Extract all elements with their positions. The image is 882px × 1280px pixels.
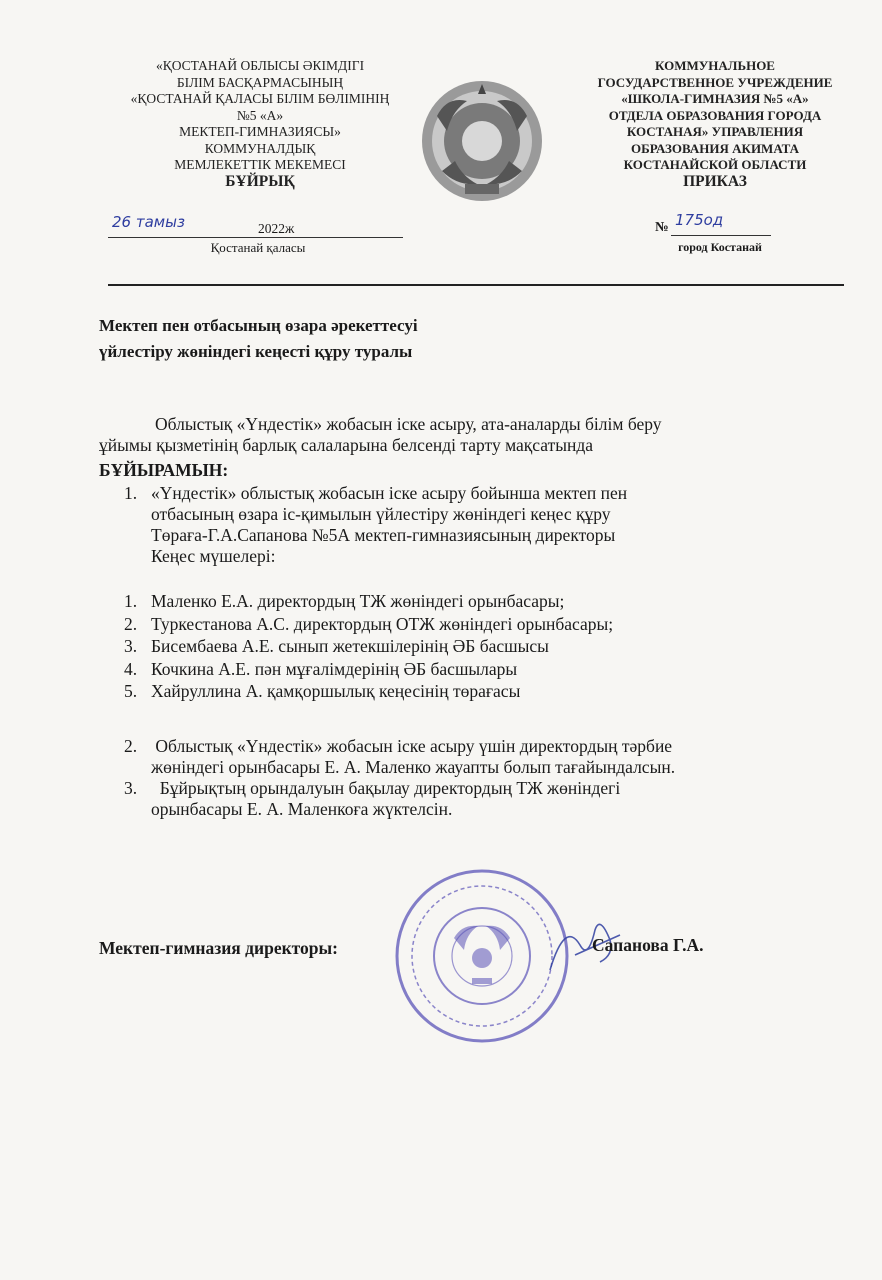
point-number: 1. xyxy=(124,483,138,503)
order-subject xyxy=(99,313,418,365)
list-item xyxy=(99,590,819,613)
point-line: отбасының өзара іс-қимылын үйлестіру жөніндегі кеңес құру xyxy=(151,504,611,524)
point-line: Төраға-Г.А.Сапанова №5А мектеп-гимназиясының директоры xyxy=(151,525,616,545)
intro-line: Облыстық «Үндестік» жобасын іске асыру, ата-аналарды білім беру xyxy=(155,414,662,434)
header-left-line: №5 «А» xyxy=(236,107,284,123)
header-right-line: ОТДЕЛА ОБРАЗОВАНИЯ ГОРОДА xyxy=(608,107,822,123)
decree-word: БҰЙЫРАМЫН: xyxy=(99,460,229,480)
list-item xyxy=(99,613,819,636)
list-number: 3. xyxy=(124,636,138,656)
order-title-kz: БҰЙРЫҚ xyxy=(225,172,295,190)
order-number-field xyxy=(655,211,775,237)
member-text: Хайруллина А. қамқоршылық кеңесінің төрағасы xyxy=(151,681,521,701)
city-kz: Қостанай қаласы xyxy=(210,240,306,255)
order-title-ru: ПРИКАЗ xyxy=(683,172,747,190)
point-2 xyxy=(99,736,819,778)
member-text: Кочкина А.Е. пән мұғалімдерінің ӘБ басшылары xyxy=(151,658,518,679)
list-number: 1. xyxy=(124,591,138,611)
header-right xyxy=(575,58,855,190)
signatory-name: Сапанова Г.А. xyxy=(592,935,704,955)
member-text: Туркестанова А.С. директордың ОТЖ жөніндегі орынбасары; xyxy=(151,613,614,634)
city-ru: город Костанай xyxy=(678,240,762,254)
order-number-handwritten: 175од xyxy=(675,211,724,229)
list-item xyxy=(99,635,819,658)
header-left-line: МЕКТЕП-ГИМНАЗИЯСЫ» xyxy=(179,124,341,139)
subject-line: Мектеп пен отбасының өзара әрекеттесуі xyxy=(99,316,418,335)
point-1 xyxy=(99,483,819,567)
intro-line: ұйымы қызметінің барлық салаларына белсенді тарту мақсатында xyxy=(99,435,594,455)
header-left xyxy=(100,58,420,190)
list-number: 2. xyxy=(124,613,138,634)
point-line: Кеңес мүшелері: xyxy=(151,546,276,566)
header-right-line: КОММУНАЛЬНОЕ xyxy=(655,58,775,73)
header-left-line: «ҚОСТАНАЙ ҚАЛАСЫ БІЛІМ БӨЛІМІНІҢ xyxy=(130,91,390,106)
order-number-underline xyxy=(671,235,771,236)
header-left-line: БІЛІМ БАСҚАРМАСЫНЫҢ xyxy=(176,74,344,90)
members-list xyxy=(99,590,819,703)
state-emblem-icon xyxy=(417,76,547,206)
list-number: 4. xyxy=(124,658,138,679)
header-right-line: ОБРАЗОВАНИЯ АКИМАТА xyxy=(631,140,799,156)
member-text: Бисембаева А.Е. сынып жетекшілерінің ӘБ басшысы xyxy=(151,636,549,656)
header-right-line: ГОСУДАРСТВЕННОЕ УЧРЕЖДЕНИЕ xyxy=(597,74,833,90)
date-handwritten: 26 тамыз xyxy=(112,213,185,231)
list-number: 5. xyxy=(124,681,138,701)
intro-paragraph xyxy=(99,414,809,456)
member-text: Маленко Е.А. директордың ТЖ жөніндегі орынбасары; xyxy=(151,591,565,611)
point-3 xyxy=(99,778,819,820)
date-field xyxy=(108,213,403,238)
date-year: 2022ж xyxy=(258,221,295,236)
header-right-line: «ШКОЛА-ГИМНАЗИЯ №5 «А» xyxy=(621,91,809,106)
header-left-line: КОММУНАЛДЫҚ xyxy=(204,140,316,156)
tasks-list xyxy=(99,736,819,820)
point-number: 3. xyxy=(124,778,138,798)
point-line: Облыстық «Үндестік» жобасын іске асыру үшін директордың тәрбие xyxy=(151,736,673,756)
point-line: орынбасары Е. А. Маленкоға жүктелсін. xyxy=(151,799,453,819)
point-line: жөніндегі орынбасары Е. А. Маленко жауапты болып тағайындалсын. xyxy=(151,757,676,777)
point-line: «Үндестік» облыстық жобасын іске асыру бойынша мектеп пен xyxy=(151,483,628,503)
header-right-line: КОСТАНАЯ» УПРАВЛЕНИЯ xyxy=(626,124,804,139)
point-number: 2. xyxy=(124,736,138,756)
point-line: Бұйрықтың орындалуын бақылау директордың ТЖ жөніндегі xyxy=(151,778,621,798)
header-divider xyxy=(108,284,844,286)
header-right-line: КОСТАНАЙСКОЙ ОБЛАСТИ xyxy=(623,157,807,172)
list-item xyxy=(99,658,819,681)
header-left-line: «ҚОСТАНАЙ ОБЛЫСЫ ӘКІМДІГІ xyxy=(155,58,365,73)
signatory-title: Мектеп-гимназия директоры: xyxy=(99,938,339,958)
subject-line: үйлестіру жөніндегі кеңесті құру туралы xyxy=(99,342,413,361)
list-item xyxy=(99,680,819,703)
header-left-line: МЕМЛЕКЕТТІК МЕКЕМЕСІ xyxy=(174,157,346,172)
number-sign: № xyxy=(655,219,669,234)
